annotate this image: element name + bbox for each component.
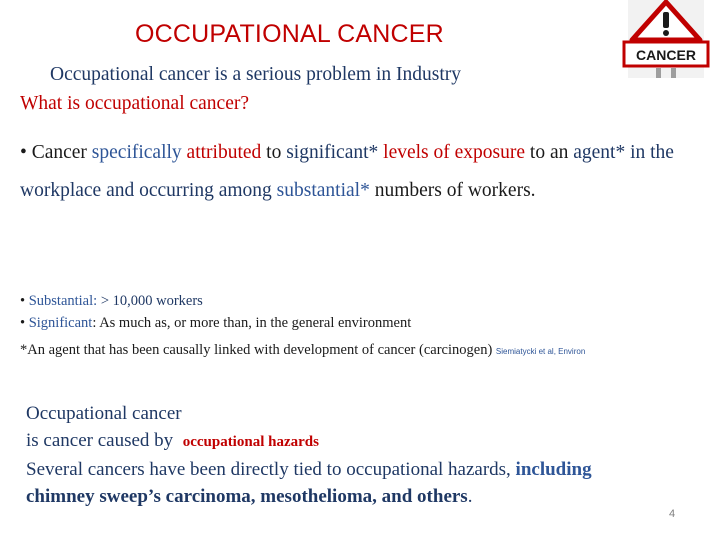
hazards-text: occupational hazards xyxy=(182,434,319,450)
occupational-cancer-summary xyxy=(26,400,706,510)
def-text: attributed xyxy=(186,142,262,163)
def-text: to xyxy=(266,142,282,163)
definition-paragraph xyxy=(20,134,700,210)
summary-text: including xyxy=(515,459,592,480)
summary-text: chimney sweep’s carcinoma, mesothelioma, and others xyxy=(26,486,468,507)
page-title: OCCUPATIONAL CANCER xyxy=(135,20,444,48)
summary-line xyxy=(26,427,706,456)
page-number: 4 xyxy=(669,508,676,520)
note-text: > 10,000 workers xyxy=(100,293,203,309)
definition-notes xyxy=(20,290,411,334)
note-label: Substantial: xyxy=(28,293,98,309)
summary-line xyxy=(26,483,706,510)
bullet: • xyxy=(20,142,27,163)
def-text: in the workplace and occurring among xyxy=(20,142,674,201)
cancer-warning-sign-icon xyxy=(620,0,712,80)
def-text: agent* xyxy=(573,142,626,163)
def-text: numbers of workers. xyxy=(374,180,536,201)
def-text: significant* xyxy=(286,142,379,163)
def-text: specifically xyxy=(91,142,182,163)
note-significant: • Significant: As much as, or more than, in the general environment xyxy=(20,315,412,331)
question-heading: What is occupational cancer? xyxy=(20,93,250,114)
note-text: : As much as, or more than, in the general environment xyxy=(92,315,412,331)
def-text: levels of exposure xyxy=(383,142,526,163)
summary-heading: Occupational cancer xyxy=(26,403,182,424)
summary-line xyxy=(26,456,706,483)
def-text: to an xyxy=(529,142,569,163)
def-text: Cancer xyxy=(31,142,87,163)
citation: Siemiatycki et al, Environ xyxy=(495,347,586,356)
summary-text: Several cancers have been directly tied to occupational hazards, xyxy=(26,459,511,480)
note-label: Significant xyxy=(28,315,93,331)
note-substantial: • Substantial: > 10,000 workers xyxy=(20,293,203,309)
sign-label: CANCER xyxy=(636,47,696,63)
intro-text: Occupational cancer is a serious problem in Industry xyxy=(50,64,461,85)
def-text: substantial* xyxy=(276,180,370,201)
agent-footnote xyxy=(20,342,585,359)
summary-text: is cancer caused by xyxy=(26,430,174,451)
footnote-text: *An agent that has been causally linked with development of cancer (carcinogen) xyxy=(20,342,493,358)
summary-text: . xyxy=(467,486,473,507)
